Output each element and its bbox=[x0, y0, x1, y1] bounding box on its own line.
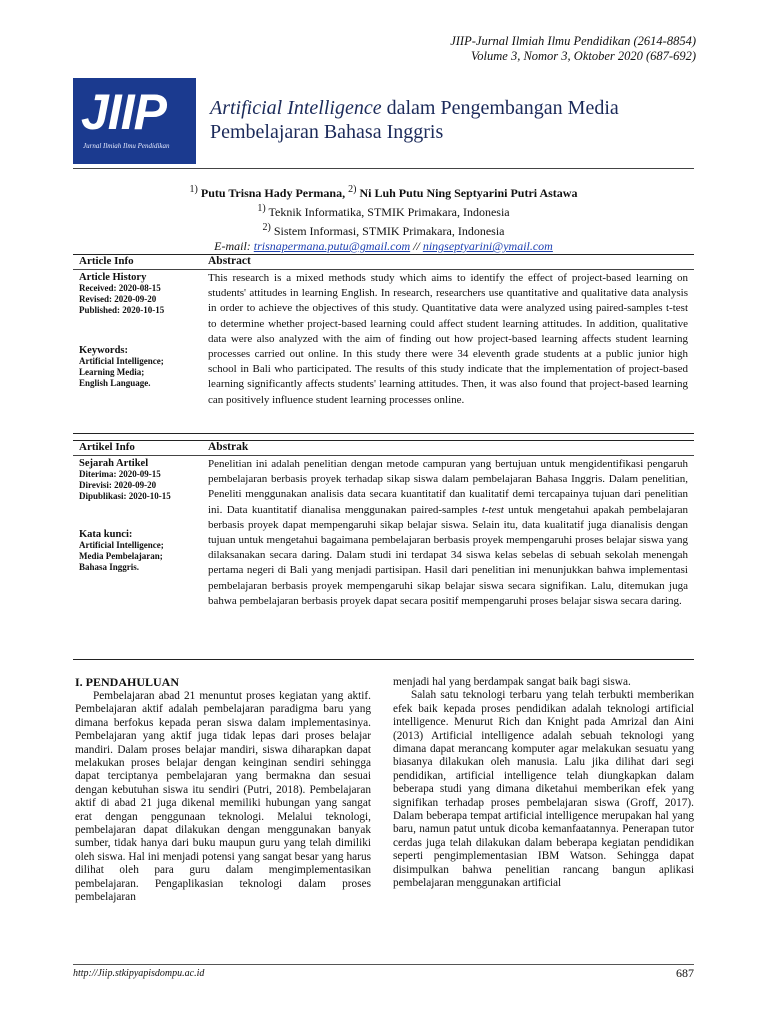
abstrak-ttest: t-test bbox=[481, 503, 504, 516]
email-link-2[interactable]: ningseptyarini@ymail.com bbox=[422, 239, 553, 253]
history-label: Article History bbox=[79, 272, 147, 283]
affiliation-1 bbox=[73, 201, 694, 220]
body-paragraph: Pembelajaran abad 21 menuntut proses kegiatan yang aktif. Pembelajaran aktif adalah pembelajaran paradigma baru yang dimana berfokus kepada peran siswa dalam implementasinya. Pembelajaran yang aktif juga tidak lepas dari proses belajar mandiri. Dalam proses belajar mandiri, siswa diharapkan dapat melakukan proses belajar dengan keinginan sendiri sehingga dapat terciptanya pembelajaran yang bermakna dan sesuai dengan kebutuhan siswa itu sendiri (Putri, 2018). Pembelajaran aktif di abad 21 juga dikenal memiliki hubungan yang sangat erat dengan penggunaan teknologi. Melalui teknologi, pembelajaran dapat dilakukan dengan menggunakan banyak sumber, tidak hanya dari buku maupun guru yang telah dimiliki oleh siswa. Hal ini menjadi potensi yang sangat besar yang harus dilihat oleh para guru dalam mengimplementasikan pembelajaran. Pengaplikasian teknologi dalam proses pembelajaran bbox=[75, 690, 371, 904]
footer-url[interactable]: http://Jiip.stkipyapisdompu.ac.id bbox=[73, 968, 205, 979]
journal-volume: Volume 3, Nomor 3, Oktober 2020 (687-692) bbox=[471, 49, 696, 63]
title-rest: dalam Pengembangan Media bbox=[381, 97, 619, 119]
kata-kunci-label: Kata kunci: bbox=[79, 529, 133, 540]
abstrak-part-b: untuk mengetahui apakah pembelajaran berbasis proyek dapat mempengaruhi sikap belajar siswa. Selain itu, data kualitatif juga dianalisis dengan tujuan untuk mengetahui bagaimana pembelajaran berbasis proyek mempengaruhi proses belajar siswa yang dilaksanakan secara daring. Dalam studi ini terdapat 34 siswa kelas sebelas di sebuah sekolah menengah pertama negeri di Bali yang menjadi partisipan. Hasil dari penelitian ini menunjukkan bahwa implementasi pembelajaran berbasis proyek mempengaruhi sikap belajar siswa secara signifikan. Lalu, ditemukan juga bahwa pembelajaran berbasis proyek dapat secara positif mempengaruhi proses belajar siswa secara daring. bbox=[208, 503, 688, 607]
abstract-heading: Abstract bbox=[208, 255, 251, 267]
email-label: E-mail: bbox=[214, 239, 254, 253]
header-divider bbox=[73, 168, 694, 169]
email-link-1[interactable]: trisnapermana.putu@gmail.com bbox=[253, 239, 411, 253]
author2-name: Ni Luh Putu Ning Septyarini Putri Astawa bbox=[356, 186, 578, 200]
email-separator: // bbox=[410, 239, 423, 253]
published-date: Published: 2020-10-15 bbox=[79, 305, 165, 315]
keyword-1: Artificial Intelligence; bbox=[79, 356, 164, 366]
received-date: Received: 2020-08-15 bbox=[79, 283, 161, 293]
logo-wordmark: JIIP bbox=[81, 84, 166, 140]
journal-header bbox=[450, 34, 696, 64]
kata-kunci-3: Bahasa Inggris. bbox=[79, 562, 140, 572]
kata-kunci-1: Artificial Intelligence; bbox=[79, 540, 164, 550]
title-line2: Pembelajaran Bahasa Inggris bbox=[210, 121, 444, 143]
logo-subtitle: Jurnal Ilmiah Ilmu Pendidikan bbox=[83, 142, 170, 150]
body-paragraph: Salah satu teknologi terbaru yang telah terbukti memberikan efek baik kepada proses pendidikan adalah teknologi artificial intelligence. Menurut Rich dan Knight pada Amrizal dan Aini (2013) Artificial intelligence adalah sebuah teknologi yang dimana dapat merancang komputer agar melakukan sesuatu yang biasanya dilakukan oleh manusia. Lalu jika dilihat dari segi pendidikan, artificial intelligence telah diungkapkan dalam beberapa studi yang dimana diketahui memberikan efek yang signifikan terhadap proses pembelajaran siswa (Groff, 2017). Dalam beberapa tempat artificial intelligence merupakan hal yang baru, namun patut untuk dicoba kemanfaatannya. Penerapan tutor cerdas juga telah dilakukan dalam beberapa kegiatan pendidikan seperti pengimplementasian IBM Watson. Sehingga dapat disimpulkan bahwa penelitian rancang bangun aplikasi pembelajaran menggunakan artificial bbox=[393, 689, 694, 890]
direvisi-date: Direvisi: 2020-09-20 bbox=[79, 480, 157, 490]
body-right-column bbox=[393, 676, 694, 891]
english-box-header bbox=[73, 255, 694, 270]
revised-date: Revised: 2020-09-20 bbox=[79, 294, 157, 304]
footer-divider bbox=[73, 964, 694, 965]
indonesian-abstract-text bbox=[208, 457, 688, 609]
article-info-heading: Article Info bbox=[79, 255, 134, 267]
email-line bbox=[73, 239, 694, 254]
indonesian-abstract-box bbox=[73, 440, 694, 660]
aff1-text: Teknik Informatika, STMIK Primakara, Indonesia bbox=[265, 205, 510, 219]
indonesian-box-header bbox=[73, 441, 694, 456]
indonesian-article-history bbox=[79, 458, 171, 502]
author1-sup: 1) bbox=[189, 184, 198, 195]
article-title bbox=[210, 96, 680, 144]
artikel-info-heading: Artikel Info bbox=[79, 441, 135, 453]
kata-kunci-2: Media Pembelajaran; bbox=[79, 551, 163, 561]
sejarah-label: Sejarah Artikel bbox=[79, 458, 149, 469]
page-number: 687 bbox=[676, 966, 694, 980]
abstrak-part-a: Penelitian ini adalah penelitian dengan metode campuran yang bertujuan untuk mengidentifikasi pengaruh pembelajaran berbasis proyek terhadap sikap siswa dalam pembelajaran Bahasa Inggris. Dalam penelitian, Peneliti menggunakan analisis data secara kuantitatif dan kualitatif demi tercapainya tujuan dari penelitian ini. Data kuantitatif dianalisa menggunakan paired-samples bbox=[208, 458, 688, 516]
english-article-history bbox=[79, 272, 164, 316]
body-left-column bbox=[75, 690, 371, 905]
affiliation-2 bbox=[73, 220, 694, 239]
author-names bbox=[73, 182, 694, 201]
indonesian-keywords bbox=[79, 529, 164, 573]
section-heading: I. PENDAHULUAN bbox=[75, 675, 180, 689]
keyword-3: English Language. bbox=[79, 378, 151, 388]
keyword-2: Learning Media; bbox=[79, 367, 145, 377]
journal-logo bbox=[73, 78, 196, 164]
aff2-text: Sistem Informasi, STMIK Primakara, Indonesia bbox=[270, 224, 505, 238]
abstrak-heading: Abstrak bbox=[208, 441, 249, 453]
english-keywords bbox=[79, 345, 164, 389]
english-abstract-text: This research is a mixed methods study which aims to identify the effect of project-based learning on students' attitudes in learning English. In research, researchers use quantitative and qualitative data analysis in order to achieve the objectives of this study. Quantitative data were analyzed using paired-samples t-test to determine whether project-based learning could affect student learning attitudes. In addition, qualitative data were also analyzed with the aim of finding out how project-based learning affects student learning processes carried out online. In this study there were 34 eleventh grade students at a public junior high school in Bali who participated. The results of this study indicate that the implementation of project-based learning significantly affects students' learning attitudes. Then, it was also found that project-based learning can positively influence student learning processes online. bbox=[208, 272, 688, 406]
diterima-date: Diterima: 2020-09-15 bbox=[79, 469, 161, 479]
title-italic: Artificial Intelligence bbox=[210, 97, 382, 119]
aff2-sup: 2) bbox=[262, 222, 271, 233]
journal-name: JIIP-Jurnal Ilmiah Ilmu Pendidikan (2614-8854) bbox=[450, 34, 696, 48]
keywords-label: Keywords: bbox=[79, 345, 128, 356]
body-paragraph-continued: menjadi hal yang berdampak sangat baik bagi siswa. bbox=[393, 676, 631, 688]
english-abstract-box bbox=[73, 254, 694, 434]
author1-name: Putu Trisna Hady Permana, bbox=[197, 186, 349, 200]
dipublikasi-date: Dipublikasi: 2020-10-15 bbox=[79, 491, 171, 501]
author-block bbox=[73, 182, 694, 254]
aff1-sup: 1) bbox=[257, 203, 266, 214]
author2-sup: 2) bbox=[348, 184, 357, 195]
